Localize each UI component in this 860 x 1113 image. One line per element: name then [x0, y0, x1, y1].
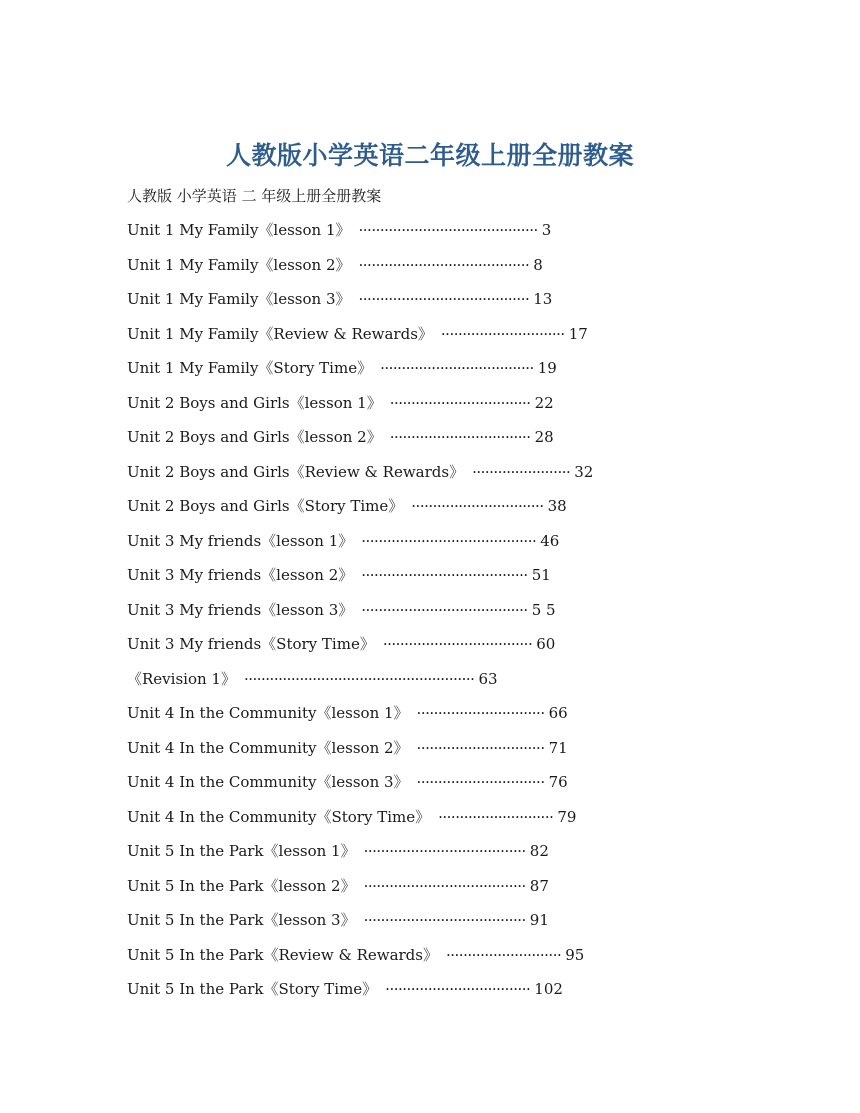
toc-entry[interactable]	[127, 393, 593, 428]
toc-entry-title: Unit 5 In the Park《Story Time》	[127, 980, 378, 998]
toc-entry-title: Unit 2 Boys and Girls《lesson 1》	[127, 393, 382, 412]
toc-entry[interactable]	[127, 462, 593, 497]
toc-leader-dots: ·······································	[361, 566, 528, 584]
toc-entry-title: Unit 3 My friends《lesson 2》	[127, 566, 354, 584]
toc-entry[interactable]	[127, 289, 593, 324]
toc-entry[interactable]	[127, 841, 593, 876]
toc-entry[interactable]	[127, 324, 593, 359]
toc-entry-title: Unit 4 In the Community《Story Time》	[127, 807, 431, 826]
toc-page-number: 82	[529, 842, 549, 860]
toc-leader-dots: ······························	[416, 738, 545, 757]
toc-page-number: 95	[565, 945, 585, 964]
toc-entry-title: Unit 3 My friends《Story Time》	[127, 635, 375, 653]
toc-entry[interactable]	[127, 600, 593, 635]
toc-leader-dots: ······································	[363, 876, 526, 895]
toc-page-number: 17	[568, 324, 588, 343]
toc-entry-title: Unit 1 My Family《lesson 1》	[127, 221, 351, 239]
toc-entry[interactable]	[127, 807, 593, 842]
toc-entry[interactable]	[127, 255, 593, 290]
toc-leader-dots: ·································	[389, 428, 531, 446]
toc-entry-title: 《Revision 1》	[127, 669, 236, 688]
toc-entry-title: Unit 3 My friends《lesson 3》	[127, 600, 354, 619]
toc-entry-title: Unit 1 My Family《lesson 2》	[127, 255, 351, 274]
toc-page-number: 60	[536, 635, 556, 653]
toc-leader-dots: ···································	[382, 635, 533, 653]
toc-page-number: 102	[534, 980, 563, 998]
toc-page-number: 5 5	[531, 600, 556, 619]
toc-leader-dots: ·······································	[361, 600, 528, 619]
toc-entry[interactable]	[127, 979, 593, 1014]
toc-page-number: 3	[541, 221, 552, 239]
toc-leader-dots: ······································	[363, 842, 526, 860]
toc-page-number: 63	[478, 669, 498, 688]
toc-leader-dots: ·······················	[472, 462, 571, 481]
document-subtitle: 人教版 小学英语 二 年级上册全册教案	[127, 187, 382, 205]
toc-page-number: 8	[533, 255, 543, 274]
toc-entry[interactable]	[127, 565, 593, 600]
toc-page-number: 76	[548, 773, 568, 791]
toc-entry-title: Unit 1 My Family《lesson 3》	[127, 290, 351, 308]
toc-leader-dots: ··········································	[358, 221, 538, 239]
toc-entry-title: Unit 4 In the Community《lesson 3》	[127, 773, 409, 791]
toc-page-number: 66	[548, 704, 568, 722]
toc-leader-dots: ·········································	[361, 531, 537, 550]
toc-entry[interactable]	[127, 496, 593, 531]
toc-entry-title: Unit 5 In the Park《Review & Rewards》	[127, 945, 438, 964]
toc-entry-title: Unit 2 Boys and Girls《lesson 2》	[127, 428, 382, 446]
toc-page-number: 91	[529, 911, 549, 929]
toc-entry[interactable]	[127, 910, 593, 945]
toc-entry[interactable]	[127, 738, 593, 773]
toc-entry[interactable]	[127, 427, 593, 462]
toc-entry[interactable]	[127, 634, 593, 669]
toc-entry-title: Unit 4 In the Community《lesson 1》	[127, 704, 409, 722]
toc-entry[interactable]	[127, 531, 593, 566]
toc-entry-title: Unit 2 Boys and Girls《Review & Rewards》	[127, 462, 465, 481]
toc-entry-title: Unit 4 In the Community《lesson 2》	[127, 738, 409, 757]
toc-page-number: 87	[529, 876, 549, 895]
toc-entry[interactable]	[127, 945, 593, 980]
toc-entry-title: Unit 5 In the Park《lesson 1》	[127, 842, 356, 860]
toc-entry[interactable]	[127, 669, 593, 704]
toc-page-number: 38	[547, 497, 567, 515]
toc-leader-dots: ·····························	[440, 324, 565, 343]
toc-entry[interactable]	[127, 703, 593, 738]
toc-entry-title: Unit 1 My Family《Story Time》	[127, 359, 373, 377]
toc-leader-dots: ······························	[416, 773, 545, 791]
toc-leader-dots: ······················································	[243, 669, 475, 688]
toc-entry[interactable]	[127, 358, 593, 393]
toc-entry[interactable]	[127, 220, 593, 255]
toc-entry-title: Unit 2 Boys and Girls《Story Time》	[127, 497, 404, 515]
toc-entry[interactable]	[127, 876, 593, 911]
toc-leader-dots: ······································	[363, 911, 526, 929]
toc-leader-dots: ········································	[358, 255, 530, 274]
toc-entry-title: Unit 3 My friends《lesson 1》	[127, 531, 354, 550]
toc-leader-dots: ·······························	[411, 497, 544, 515]
toc-leader-dots: ······························	[416, 704, 545, 722]
toc-leader-dots: ··································	[385, 980, 531, 998]
toc-entry-title: Unit 5 In the Park《lesson 3》	[127, 911, 356, 929]
toc-leader-dots: ····································	[380, 359, 534, 377]
toc-leader-dots: ·································	[389, 393, 531, 412]
toc-page-number: 19	[537, 359, 557, 377]
toc-page-number: 13	[533, 290, 553, 308]
toc-entry-title: Unit 1 My Family《Review & Rewards》	[127, 324, 433, 343]
toc-page-number: 22	[534, 393, 554, 412]
toc-leader-dots: ···························	[438, 807, 554, 826]
toc-leader-dots: ········································	[358, 290, 530, 308]
table-of-contents	[127, 220, 593, 1014]
toc-entry[interactable]	[127, 772, 593, 807]
toc-page-number: 79	[557, 807, 577, 826]
toc-page-number: 46	[540, 531, 560, 550]
toc-page-number: 32	[574, 462, 594, 481]
toc-page-number: 71	[548, 738, 568, 757]
toc-leader-dots: ···························	[446, 945, 562, 964]
toc-page-number: 28	[534, 428, 554, 446]
toc-entry-title: Unit 5 In the Park《lesson 2》	[127, 876, 356, 895]
page-title: 人教版小学英语二年级上册全册教案	[225, 141, 634, 170]
toc-page-number: 51	[531, 566, 551, 584]
